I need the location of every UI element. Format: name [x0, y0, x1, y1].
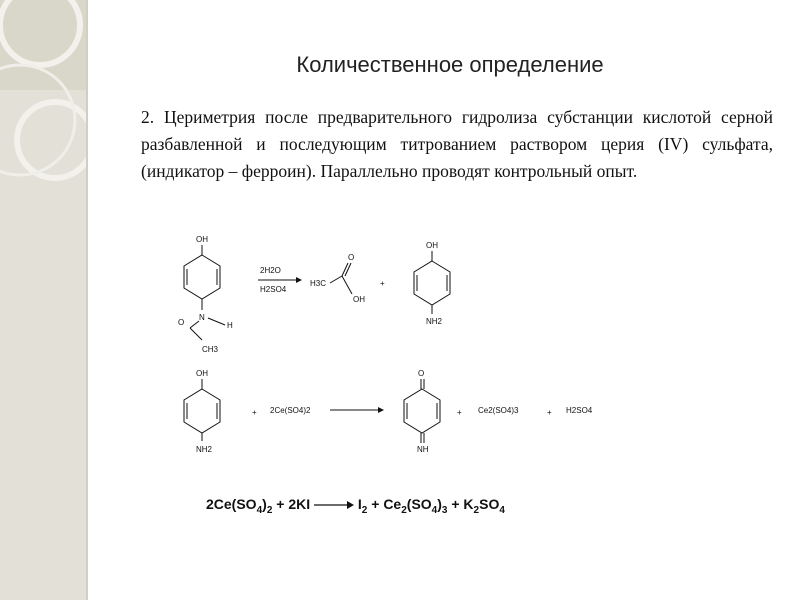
slide-title: Количественное определение [296, 52, 604, 77]
eq-right1-sub: 2 [361, 504, 368, 516]
r2-product1-nh-label: NH [417, 445, 429, 454]
reactant-ch3-label: CH3 [202, 345, 219, 354]
acetic-acid-structure [310, 253, 365, 304]
eq-right2-sub: 2 [401, 504, 407, 516]
reaction2-plus2: + [457, 408, 462, 417]
reactant-oh-label: OH [196, 235, 208, 244]
quinoneimine-structure [404, 369, 440, 454]
product2-oh-label: OH [426, 241, 438, 250]
product1-oh-label: OH [353, 295, 365, 304]
eq-plus2: + Ce [371, 496, 402, 512]
eq-left1-end: ) [262, 496, 267, 512]
product1-h3c-label: H3C [310, 279, 327, 288]
eq-right2-end: ) [437, 496, 442, 512]
reaction-scheme [170, 228, 610, 478]
reaction2-arrow [330, 407, 384, 413]
eq-left1: 2Ce(SO [206, 496, 257, 512]
paracetamol-structure [178, 235, 233, 354]
reaction2-plus3: + [547, 408, 552, 417]
decorative-circles [0, 0, 88, 600]
product2-nh2-label: NH2 [426, 317, 443, 326]
eq-right2-sub3: 3 [441, 504, 448, 516]
r2-reactant-nh2-label: NH2 [196, 445, 213, 454]
eq-right3: SO [479, 496, 500, 512]
eq-left1-sub2: 2 [266, 504, 273, 516]
r2-product1-o-label: O [418, 369, 425, 378]
eq-arrow-icon [314, 500, 354, 510]
reaction2-product3: H2SO4 [566, 406, 593, 415]
r2-reactant-oh-label: OH [196, 369, 208, 378]
decorative-sidebar [0, 0, 88, 600]
reaction2-reagent: 2Ce(SO4)2 [270, 406, 311, 415]
reaction2-product2: Ce2(SO4)3 [478, 406, 519, 415]
aminophenol2-structure [184, 369, 220, 454]
eq-right1: I [357, 496, 362, 512]
eq-plus3: + K [451, 496, 474, 512]
eq-right3-sub: 2 [473, 504, 480, 516]
reactant-o-label: O [178, 318, 185, 327]
eq-right2: (SO [406, 496, 432, 512]
redox-equation [206, 496, 505, 516]
eq-right2-sub2: 4 [431, 504, 438, 516]
aminophenol-structure [414, 241, 450, 326]
reagent-bottom-label: H2SO4 [260, 285, 287, 294]
reaction2-plus1: + [252, 408, 257, 417]
product1-o-label: O [348, 253, 355, 262]
eq-left1-sub: 4 [256, 504, 263, 516]
reactant-n-label: N [199, 313, 205, 322]
reagent-top-label: 2H2O [260, 266, 281, 275]
slide-paragraph: 2. Цериметрия после предварительного гидролиза субстанции кислотой серной разбавленной и последующим титрованием раствором церия (IV) сульфата, (индикатор – ферроин). Параллельно проводят контрольный опыт. [141, 107, 773, 181]
reaction1-plus: + [380, 279, 385, 288]
reaction1-arrow [258, 266, 302, 294]
reactant-h-label: H [227, 321, 233, 330]
eq-plus1: + 2KI [276, 496, 311, 512]
eq-right3-sub2: 4 [499, 504, 505, 516]
